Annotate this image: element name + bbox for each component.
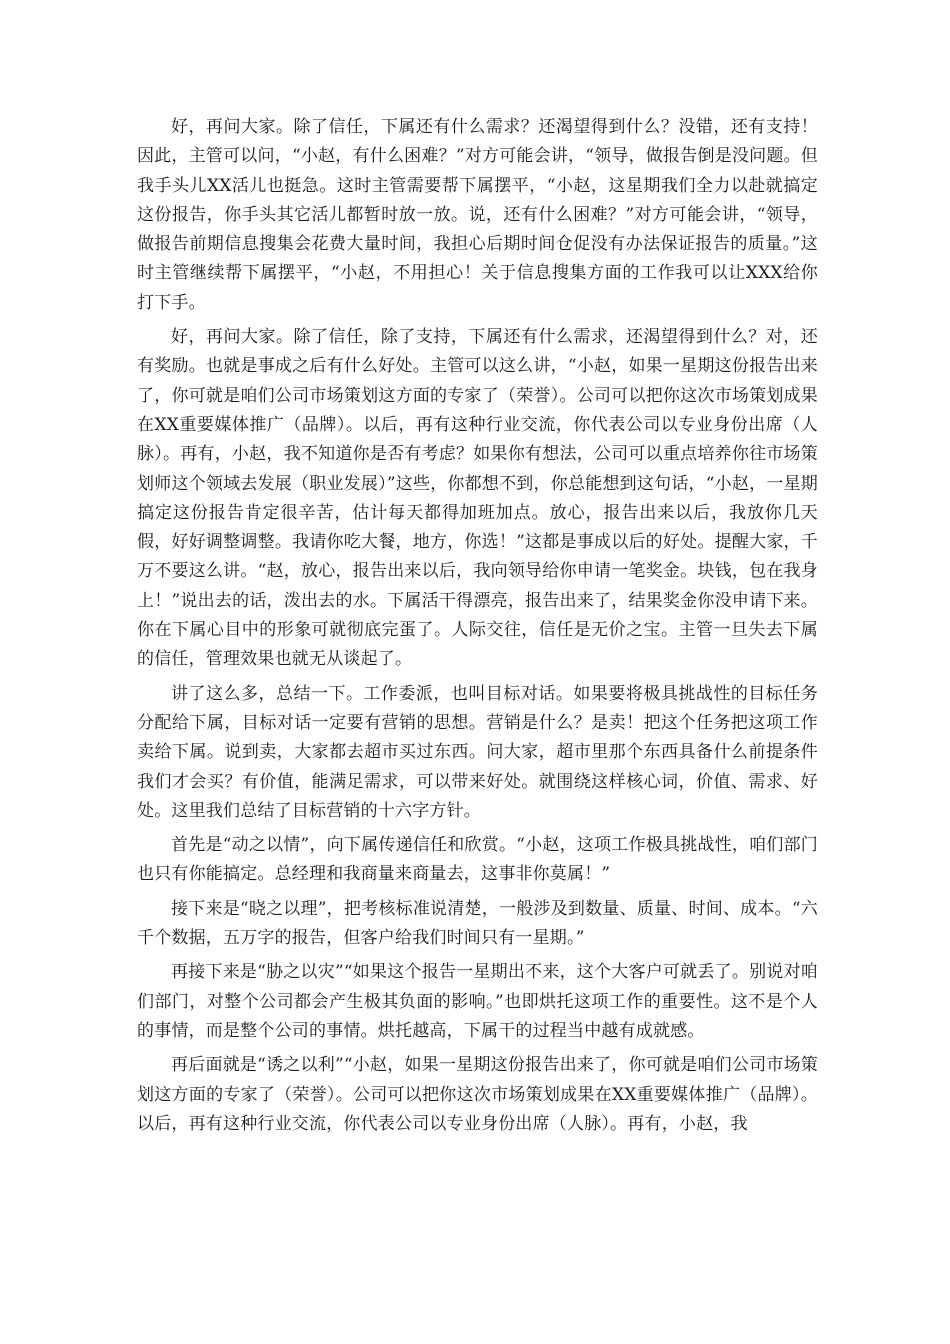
paragraph-benefit: 再后面就是“诱之以利”“小赵，如果一星期这份报告出来了，你可就是咱们公司市场策划这方面的专家了（荣誉）。公司可以把你这次市场策划成果在XX重要媒体推广（品牌）。以后，再有这种行业交流，你代表公司以专业身份出席（人脉）。再有，小赵，我 bbox=[137, 1055, 818, 1134]
paragraph-summary: 讲了这么多，总结一下。工作委派，也叫目标对话。如果要将极具挑战性的目标任务分配给下属，目标对话一定要有营销的思想。营销是什么？是卖！把这个任务把这项工作卖给下属。说到卖，大家都去超市买过东西。问大家，超市里那个东西具备什么前提条件我们才会买？有价值，能满足需求，可以带来好处。就围绕这样核心词，价值、需求、好处。这里我们总结了目标营销的十六字方针。 bbox=[137, 683, 818, 821]
paragraph-threat: 再接下来是“胁之以灾”“如果这个报告一星期出不来，这个大客户可就丢了。别说对咱们部门，对整个公司都会产生极其负面的影响。”也即烘托这项工作的重要性。这不是个人的事情，而是整个公司的事情。烘托越高，下属干的过程当中越有成就感。 bbox=[137, 962, 818, 1041]
paragraph-support: 好，再问大家。除了信任，下属还有什么需求？还渴望得到什么？没错，还有支持！因此，主管可以问，“小赵，有什么困难？”对方可能会讲，“领导，做报告倒是没问题。但我手头儿XX活儿也挺急。这时主管需要帮下属摆平，“小赵，这星期我们全力以赴就搞定这份报告，你手头其它活儿都暂时放一放。说，还有什么困难？”对方可能会讲，“领导，做报告前期信息搜集会花费大量时间，我担心后期时间仓促没有办法保证报告的质量。”这时主管继续帮下属摆平，“小赵，不用担心！关于信息搜集方面的工作我可以让XXX给你打下手。 bbox=[137, 117, 818, 313]
paragraph-reward: 好，再问大家。除了信任，除了支持，下属还有什么需求，还渴望得到什么？对，还有奖励。也就是事成之后有什么好处。主管可以这么讲，“小赵，如果一星期这份报告出来了，你可就是咱们公司市场策划这方面的专家了（荣誉）。公司可以把你这次市场策划成果在XX重要媒体推广（品牌）。以后，再有这种行业交流，你代表公司以专业身份出席（人脉）。再有，小赵，我不知道你是否有考虑？如果你有想法，公司可以重点培养你往市场策划师这个领域去发展（职业发展）”这些，你都想不到，你总能想到这句话，“小赵，一星期搞定这份报告肯定很辛苦，估计每天都得加班加点。放心，报告出来以后，我放你几天假，好好调整调整。我请你吃大餐，地方，你选！”这都是事成以后的好处。提醒大家，千万不要这么讲。“赵，放心，报告出来以后，我向领导给你申请一笔奖金。块钱，包在我身上！”说出去的话，泼出去的水。下属活干得漂亮，报告出来了，结果奖金你没申请下来。你在下属心目中的形象可就彻底完蛋了。人际交往，信任是无价之宝。主管一旦失去下属的信任，管理效果也就无从谈起了。 bbox=[137, 327, 818, 670]
document-body bbox=[137, 113, 818, 1139]
paragraph-emotion: 首先是“动之以情”，向下属传递信任和欣赏。“小赵，这项工作极具挑战性，咱们部门也只有你能搞定。总经理和我商量来商量去，这事非你莫属！” bbox=[137, 835, 818, 885]
paragraph-reason: 接下来是“晓之以理”，把考核标准说清楚，一般涉及到数量、质量、时间、成本。“六千个数据，五万字的报告，但客户给我们时间只有一星期。” bbox=[137, 898, 818, 949]
